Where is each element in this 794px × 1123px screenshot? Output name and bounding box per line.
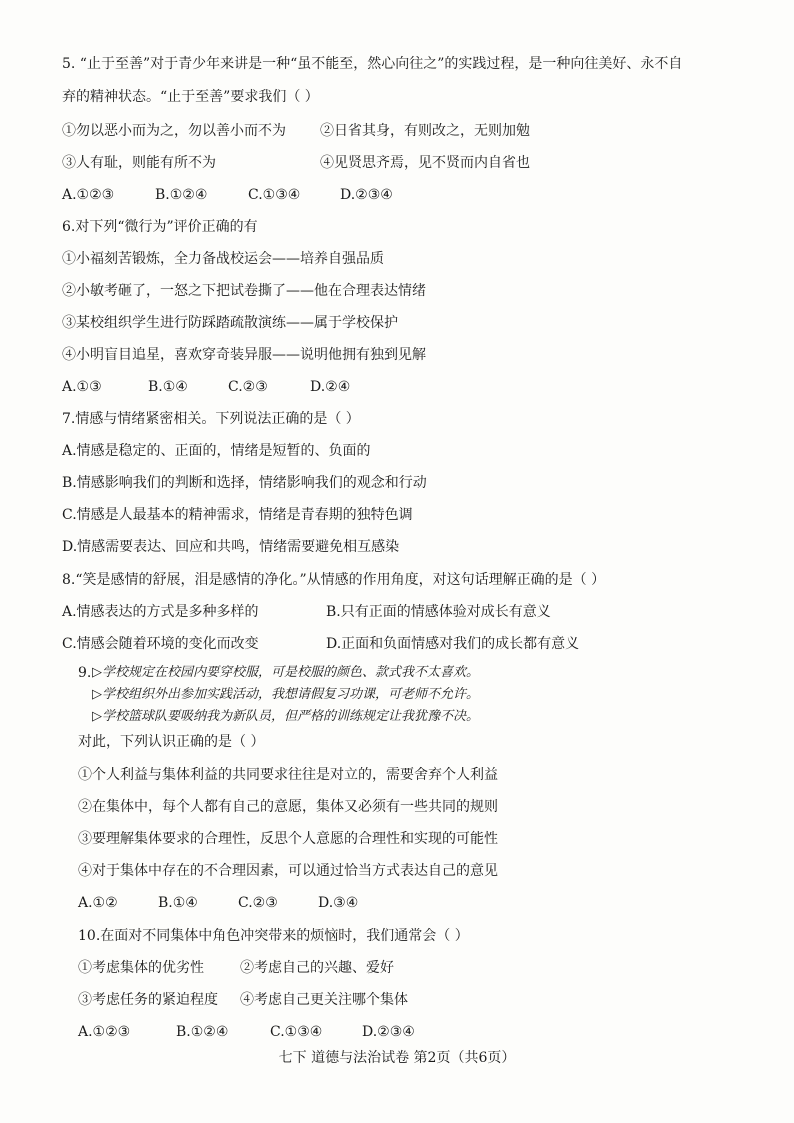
q6-choice-d: D.②④ bbox=[310, 379, 351, 395]
q10-choice-b: B.①②④ bbox=[176, 1024, 229, 1040]
q10-item-1: ①考虑集体的优劣性 bbox=[78, 960, 204, 976]
q5-option-2: ②日省其身，有则改之，无则加勉 bbox=[320, 123, 530, 139]
q8-option-a: A.情感表达的方式是多种多样的 bbox=[62, 604, 259, 620]
q6-stem: 6.对下列“微行为”评价正确的有 bbox=[62, 219, 258, 235]
q9-scenario-3: ▷学校篮球队要吸纳我为新队员，但严格的训练规定让我犹豫不决。 bbox=[92, 709, 479, 724]
q8-stem: 8.“笑是感情的舒展，泪是感情的净化。”从情感的作用角度，对这句话理解正确的是（ ） bbox=[62, 572, 606, 588]
q5-stem-line1: 5. “止于至善”对于青少年来讲是一种“虽不能至，然心向往之”的实践过程，是一种向往美好、永不自 bbox=[62, 56, 683, 72]
q10-item-4: ④考虑自己更关注哪个集体 bbox=[240, 992, 408, 1008]
q7-stem: 7.情感与情绪紧密相关。下列说法正确的是（ ） bbox=[62, 411, 360, 427]
q5-option-1: ①勿以恶小而为之，勿以善小而不为 bbox=[62, 123, 286, 139]
q5-option-4: ④见贤思齐焉，见不贤而内自省也 bbox=[320, 155, 530, 171]
q7-option-b: B.情感影响我们的判断和选择，情绪影响我们的观念和行动 bbox=[62, 475, 427, 491]
q6-item-2: ②小敏考砸了，一怒之下把试卷撕了——他在合理表达情绪 bbox=[62, 283, 426, 299]
q5-option-3: ③人有耻，则能有所不为 bbox=[62, 155, 216, 171]
q9-item-2: ②在集体中，每个人都有自己的意愿，集体又必须有一些共同的规则 bbox=[78, 799, 498, 815]
q6-choice-b: B.①④ bbox=[148, 379, 188, 395]
q9-item-3: ③要理解集体要求的合理性，反思个人意愿的合理性和实现的可能性 bbox=[78, 831, 498, 847]
q10-item-3: ③考虑任务的紧迫程度 bbox=[78, 992, 218, 1008]
q10-choice-a: A.①②③ bbox=[78, 1024, 131, 1040]
q5-choice-b: B.①②④ bbox=[155, 187, 208, 203]
q8-option-b: B.只有正面的情感体验对成长有意义 bbox=[326, 604, 551, 620]
q6-choice-a: A.①③ bbox=[62, 379, 102, 395]
q6-choice-c: C.②③ bbox=[228, 379, 268, 395]
q9-item-1: ①个人利益与集体利益的共同要求往往是对立的，需要舍弃个人利益 bbox=[78, 767, 498, 783]
q10-choice-d: D.②③④ bbox=[362, 1024, 415, 1040]
q9-number: 9. bbox=[78, 665, 92, 681]
q7-option-c: C.情感是人最基本的精神需求，情绪是青春期的独特色调 bbox=[62, 507, 413, 523]
q5-choice-d: D.②③④ bbox=[340, 187, 393, 203]
q5-choice-a: A.①②③ bbox=[62, 187, 115, 203]
q5-stem-line2: 弃的精神状态。“止于至善”要求我们（ ） bbox=[62, 89, 319, 105]
q10-choice-c: C.①③④ bbox=[270, 1024, 323, 1040]
q8-option-c: C.情感会随着环境的变化而改变 bbox=[62, 636, 259, 652]
q5-choice-c: C.①③④ bbox=[248, 187, 301, 203]
q9-choice-d: D.③④ bbox=[318, 895, 359, 911]
q6-item-4: ④小明盲目追星，喜欢穿奇装异服——说明他拥有独到见解 bbox=[62, 347, 426, 363]
q6-item-1: ①小福刻苦锻炼，全力备战校运会——培养自强品质 bbox=[62, 251, 384, 267]
q7-option-d: D.情感需要表达、回应和共鸣，情绪需要避免相互感染 bbox=[62, 539, 400, 555]
q9-stem: 对此，下列认识正确的是（ ） bbox=[78, 734, 265, 750]
q9-scenario-1: ▷学校规定在校园内要穿校服，可是校服的颜色、款式我不太喜欢。 bbox=[92, 665, 479, 680]
q9-scenario-2: ▷学校组织外出参加实践活动，我想请假复习功课，可老师不允许。 bbox=[92, 687, 479, 702]
q10-stem: 10.在面对不同集体中角色冲突带来的烦恼时，我们通常会（ ） bbox=[78, 928, 469, 944]
q9-choice-b: B.①④ bbox=[158, 895, 198, 911]
q7-option-a: A.情感是稳定的、正面的，情绪是短暂的、负面的 bbox=[62, 443, 371, 459]
q10-item-2: ②考虑自己的兴趣、爱好 bbox=[240, 960, 394, 976]
q9-choice-a: A.①② bbox=[78, 895, 118, 911]
page-footer: 七下 道德与法治试卷 第2页（共6页） bbox=[278, 1050, 516, 1066]
q9-item-4: ④对于集体中存在的不合理因素，可以通过恰当方式表达自己的意见 bbox=[78, 863, 498, 879]
q8-option-d: D.正面和负面情感对我们的成长都有意义 bbox=[326, 636, 580, 652]
q9-choice-c: C.②③ bbox=[238, 895, 278, 911]
q6-item-3: ③某校组织学生进行防踩踏疏散演练——属于学校保护 bbox=[62, 315, 398, 331]
